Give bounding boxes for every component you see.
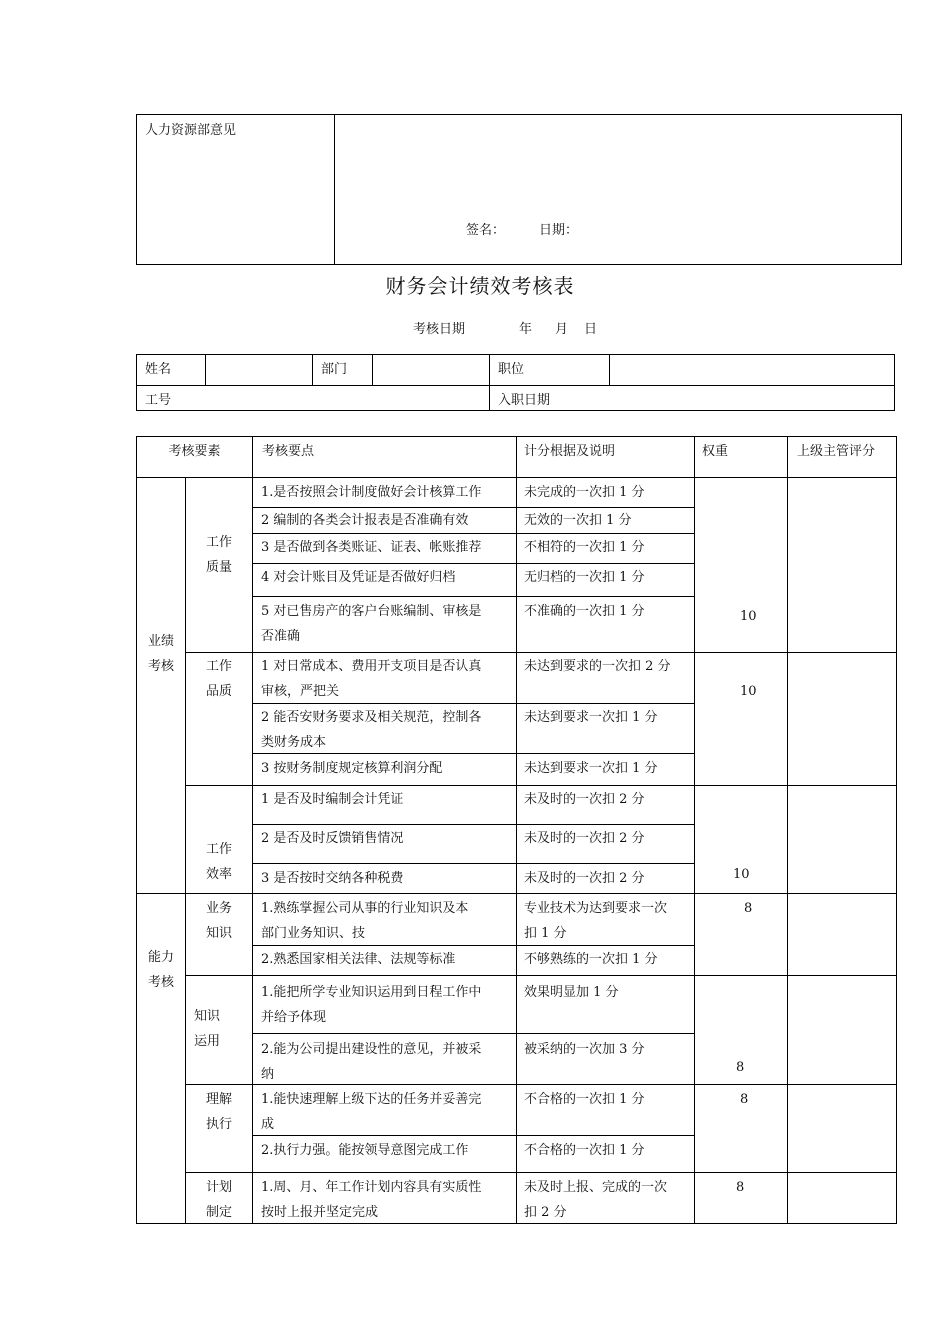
info-col-divider — [489, 354, 490, 411]
item-point-line1: 1.能把所学专业知识运用到日程工作中 — [261, 985, 482, 1000]
score-cell[interactable] — [788, 653, 896, 784]
group-planning — [186, 1175, 252, 1225]
category-performance-label: 业绩考核 — [148, 634, 175, 674]
position-label: 职位 — [498, 362, 525, 377]
item-point: 1.是否按照会计制度做好会计核算工作 — [261, 485, 482, 500]
header-rule: 计分根据及说明 — [524, 444, 616, 459]
group-work-quality-label: 工作质量 — [206, 535, 233, 575]
dept-field[interactable] — [373, 355, 488, 384]
item-point-line2: 类财务成本 — [261, 735, 327, 750]
item-rule: 不准确的一次扣 1 分 — [524, 604, 645, 619]
group-execution-label: 理解执行 — [206, 1092, 233, 1132]
item-rule-line1: 专业技术为达到要求一次 — [524, 901, 668, 916]
weight-value: 8 — [736, 1180, 745, 1195]
weight-value: 10 — [740, 609, 757, 624]
weight-value: 10 — [740, 684, 757, 699]
item-rule: 效果明显加 1 分 — [524, 985, 619, 1000]
item-rule: 未及时的一次扣 2 分 — [524, 792, 645, 807]
info-row-divider — [136, 385, 895, 386]
item-point: 2.执行力强。能按领导意图完成工作 — [261, 1143, 469, 1158]
weight-value: 8 — [740, 1092, 749, 1107]
item-rule: 无效的一次扣 1 分 — [524, 513, 632, 528]
item-point-line1: 1.周、月、年工作计划内容具有实质性 — [261, 1180, 482, 1195]
hire-date-label: 入职日期 — [498, 393, 551, 408]
item-point-line1: 1 对日常成本、费用开支项目是否认真 — [261, 659, 482, 674]
item-rule: 未及时的一次扣 2 分 — [524, 831, 645, 846]
score-cell[interactable] — [788, 478, 896, 651]
item-rule: 不相符的一次扣 1 分 — [524, 540, 645, 555]
item-point: 3 是否做到各类账证、证表、帐账推荐 — [261, 540, 482, 555]
item-rule: 不合格的一次扣 1 分 — [524, 1092, 645, 1107]
item-point-line2: 按时上报并坚定完成 — [261, 1205, 379, 1220]
item-rule: 未达到要求的一次扣 2 分 — [524, 659, 671, 674]
item-rule-line1: 未及时上报、完成的一次 — [524, 1180, 668, 1195]
date-label: 日期： — [539, 223, 579, 238]
header-element: 考核要素 — [168, 444, 221, 459]
group-work-conduct-label: 工作品质 — [206, 659, 233, 699]
item-divider — [252, 1033, 694, 1034]
group-knowledge-application-label: 知识运用 — [194, 1009, 221, 1049]
review-date-month: 月 — [555, 322, 569, 337]
item-point-line1: 2.能为公司提出建设性的意见，并被采 — [261, 1042, 482, 1057]
score-cell[interactable] — [788, 976, 896, 1083]
hr-opinion-label: 人力资源部意见 — [145, 123, 237, 138]
col-divider — [516, 436, 517, 1224]
item-rule: 未完成的一次扣 1 分 — [524, 485, 645, 500]
item-rule: 无归档的一次扣 1 分 — [524, 570, 645, 585]
item-divider — [252, 533, 694, 534]
item-point: 1 是否及时编制会计凭证 — [261, 792, 404, 807]
category-ability — [137, 945, 185, 995]
item-rule: 未达到要求一次扣 1 分 — [524, 761, 658, 776]
group-execution — [186, 1087, 252, 1137]
item-divider — [252, 863, 694, 864]
group-work-quality — [186, 530, 252, 580]
score-cell[interactable] — [788, 786, 896, 892]
section-divider — [136, 893, 897, 894]
group-work-efficiency-label: 工作效率 — [206, 842, 233, 882]
item-rule: 未达到要求一次扣 1 分 — [524, 710, 658, 725]
group-business-knowledge — [186, 896, 252, 946]
item-point-line2: 否准确 — [261, 629, 301, 644]
page-title: 财务会计绩效考核表 — [385, 274, 575, 298]
weight-value: 10 — [733, 867, 750, 882]
item-divider — [252, 824, 694, 825]
item-point-line2: 并给予体现 — [261, 1010, 327, 1025]
item-point: 3 是否按时交纳各种税费 — [261, 871, 404, 886]
item-divider — [252, 596, 694, 597]
score-cell[interactable] — [788, 894, 896, 974]
employee-id-label: 工号 — [145, 393, 172, 408]
group-planning-label: 计划制定 — [206, 1180, 233, 1220]
category-ability-label: 能力考核 — [148, 950, 175, 990]
group-knowledge-application — [194, 1004, 220, 1054]
position-field[interactable] — [610, 355, 894, 384]
header-point: 考核要点 — [262, 444, 315, 459]
signature-label: 签名： — [466, 223, 506, 238]
info-col-divider — [312, 354, 313, 385]
item-point: 2.熟悉国家相关法律、法规等标准 — [261, 952, 456, 967]
item-point-line1: 1.能快速理解上级下达的任务并妥善完 — [261, 1092, 482, 1107]
item-divider — [252, 1135, 694, 1136]
item-divider — [252, 563, 694, 564]
col-divider — [252, 436, 253, 1224]
item-rule: 不合格的一次扣 1 分 — [524, 1143, 645, 1158]
dept-label: 部门 — [321, 362, 348, 377]
hr-opinion-box — [136, 114, 902, 265]
weight-value: 8 — [744, 901, 753, 916]
name-field[interactable] — [206, 355, 311, 384]
group-work-conduct — [186, 654, 252, 704]
item-point: 2 是否及时反馈销售情况 — [261, 831, 404, 846]
row-divider — [136, 477, 897, 478]
score-cell[interactable] — [788, 1085, 896, 1171]
group-work-efficiency — [186, 837, 252, 887]
review-date-year: 年 — [519, 322, 533, 337]
score-cell[interactable] — [788, 1173, 896, 1223]
item-rule-line2: 扣 1 分 — [524, 926, 567, 941]
item-point-line1: 1.熟练掌握公司从事的行业知识及本 — [261, 901, 469, 916]
name-label: 姓名 — [145, 362, 172, 377]
item-rule: 不够熟练的一次扣 1 分 — [524, 952, 658, 967]
review-date-label: 考核日期 — [413, 322, 466, 337]
header-score: 上级主管评分 — [797, 444, 876, 459]
item-point: 3 按财务制度规定核算利润分配 — [261, 761, 443, 776]
weight-value: 8 — [736, 1060, 745, 1075]
item-point-line2: 成 — [261, 1117, 275, 1132]
item-point-line2: 纳 — [261, 1067, 275, 1082]
item-point: 4 对会计账目及凭证是否做好归档 — [261, 570, 456, 585]
category-performance — [137, 629, 185, 679]
item-point-line2: 部门业务知识、技 — [261, 926, 366, 941]
item-point-line2: 审核，严把关 — [261, 684, 340, 699]
hr-opinion-divider — [334, 114, 335, 265]
item-point-line1: 2 能否安财务要求及相关规范，控制各 — [261, 710, 482, 725]
item-rule: 被采纳的一次加 3 分 — [524, 1042, 645, 1057]
group-business-knowledge-label: 业务知识 — [206, 901, 233, 941]
item-rule: 未及时的一次扣 2 分 — [524, 871, 645, 886]
col-divider — [694, 436, 695, 1224]
item-rule-line2: 扣 2 分 — [524, 1205, 567, 1220]
header-weight: 权重 — [702, 444, 729, 459]
item-point: 2 编制的各类会计报表是否准确有效 — [261, 513, 469, 528]
item-point-line1: 5 对已售房产的客户台账编制、审核是 — [261, 604, 482, 619]
review-date-day: 日 — [584, 322, 598, 337]
